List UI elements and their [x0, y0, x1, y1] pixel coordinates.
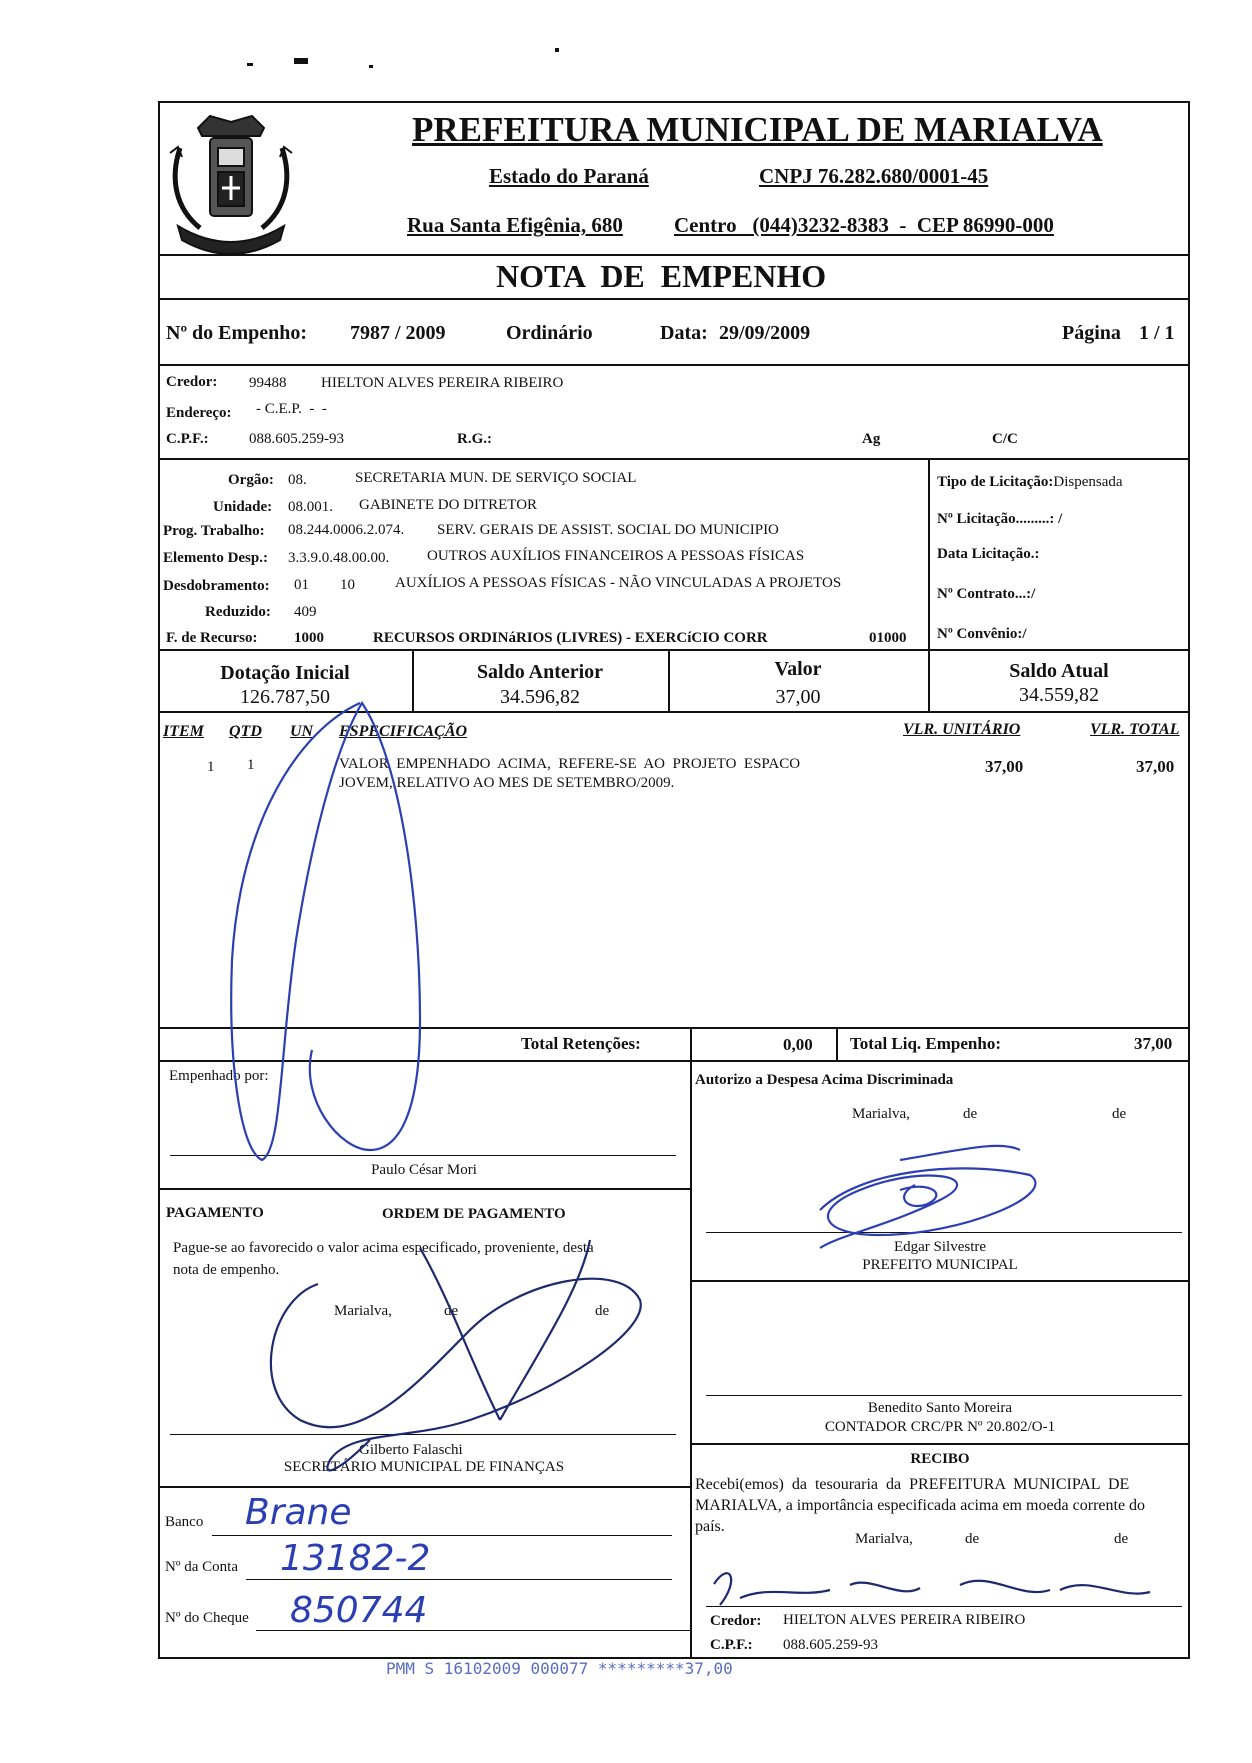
signature-line [706, 1395, 1182, 1396]
document-title: NOTA DE EMPENHO [496, 258, 827, 294]
desdobramento-label: Desdobramento: [163, 578, 270, 594]
divider [690, 1027, 692, 1657]
scan-speck [555, 48, 559, 52]
endereco-value: - C.E.P. - - [256, 401, 327, 417]
valor-value: 37,00 [775, 686, 821, 708]
signature-line [170, 1155, 676, 1156]
col-valor-unitario: VLR. UNITÁRIO [903, 721, 1021, 738]
empenho-type: Ordinário [506, 322, 593, 344]
reduzido-value: 409 [294, 604, 317, 620]
total-liquido-label: Total Liq. Empenho: [850, 1034, 1001, 1053]
secretario-role: SECRETÁRIO MUNICIPAL DE FINANÇAS [283, 1459, 565, 1475]
saldo-atual-label: Saldo Atual [1009, 660, 1109, 682]
row-description-line2: JOVEM, RELATIVO AO MES DE SETEMBRO/2009. [339, 775, 675, 791]
credor-label: Credor: [166, 374, 218, 390]
prog-code: 08.244.0006.2.074. [288, 522, 405, 538]
divider [158, 711, 1190, 713]
saldo-anterior-value: 34.596,82 [500, 686, 580, 708]
recibo-de1: de [965, 1531, 980, 1547]
conta-line [246, 1579, 672, 1580]
prefeito-role: PREFEITO MUNICIPAL [862, 1257, 1018, 1273]
pagamento-de1: de [444, 1303, 459, 1319]
scan-speck [369, 65, 373, 68]
row-description-line1: VALOR EMPENHADO ACIMA, REFERE-SE AO PROJETO ESPACO [339, 756, 801, 772]
bank-stamp: PMM S 16102009 000077 *********37,00 [386, 1659, 733, 1678]
pagamento-de2: de [595, 1303, 610, 1319]
fonte-recurso-code: 1000 [294, 630, 324, 646]
banco-value: Brane [245, 1492, 352, 1533]
state-label: Estado do Paraná [489, 164, 649, 188]
fonte-recurso-number: 01000 [869, 630, 907, 646]
autorizo-label: Autorizo a Despesa Acima Discriminada [695, 1072, 954, 1088]
divider [158, 649, 1190, 651]
fonte-recurso-label: F. de Recurso: [166, 630, 258, 646]
orgao-code: 08. [288, 472, 307, 488]
unidade-label: Unidade: [213, 499, 273, 515]
tipo-licitacao-value: Dispensada [1053, 474, 1123, 490]
secretario-name: Gilberto Falaschi [359, 1442, 463, 1458]
recibo-label: RECIBO [910, 1451, 970, 1467]
ag-label: Ag [862, 431, 881, 447]
empenhado-name: Paulo César Mori [371, 1162, 477, 1178]
col-valor-total: VLR. TOTAL [1090, 721, 1180, 738]
credor-name: HIELTON ALVES PEREIRA RIBEIRO [321, 375, 564, 391]
recibo-cpf-value: 088.605.259-93 [783, 1637, 878, 1653]
col-qtd: QTD [229, 723, 262, 740]
page-label: Página [1062, 322, 1121, 344]
divider [158, 298, 1190, 300]
divider [928, 458, 930, 649]
credor-code: 99488 [249, 375, 287, 391]
banco-label: Banco [165, 1514, 204, 1530]
elemento-label: Elemento Desp.: [163, 550, 268, 566]
row-valor-total: 37,00 [1136, 757, 1175, 776]
prefeito-name: Edgar Silvestre [893, 1239, 987, 1255]
empenho-number: 7987 / 2009 [350, 322, 446, 344]
total-retencoes-value: 0,00 [783, 1035, 813, 1054]
recibo-cpf-label: C.P.F.: [710, 1637, 753, 1653]
total-liquido-value: 37,00 [1134, 1034, 1173, 1053]
numero-contrato: Nº Contrato...:/ [937, 586, 1036, 602]
banco-line [212, 1535, 672, 1536]
pagamento-label: PAGAMENTO [166, 1205, 264, 1221]
page-value: 1 / 1 [1139, 322, 1175, 344]
divider [158, 1027, 1190, 1029]
prog-label: Prog. Trabalho: [163, 523, 265, 539]
autorizo-de1: de [963, 1106, 978, 1122]
divider [158, 1486, 690, 1488]
elemento-code: 3.3.9.0.48.00.00. [288, 550, 390, 566]
desdobramento-name: AUXÍLIOS A PESSOAS FÍSICAS - NÃO VINCULADAS A PROJETOS [395, 575, 842, 591]
rg-label: R.G.: [457, 431, 492, 447]
divider [158, 458, 1190, 460]
recibo-text-line3: país. [695, 1518, 725, 1535]
divider [836, 1027, 838, 1060]
signature-line [706, 1606, 1182, 1607]
row-valor-unitario: 37,00 [985, 757, 1024, 776]
orgao-label: Orgão: [228, 472, 274, 488]
numero-licitacao: Nº Licitação.........: / [937, 511, 1063, 527]
row-item: 1 [207, 759, 215, 775]
fonte-recurso-name: RECURSOS ORDINáRIOS (LIVRES) - EXERCíCIO CORR [373, 630, 768, 646]
conta-label: Nº da Conta [165, 1559, 238, 1575]
divider [158, 254, 1190, 256]
endereco-label: Endereço: [166, 405, 232, 421]
unidade-name: GABINETE DO DITRETOR [359, 497, 538, 513]
autorizo-de2: de [1112, 1106, 1127, 1122]
pagamento-text-line2: nota de empenho. [173, 1262, 280, 1278]
recibo-city: Marialva, [855, 1531, 913, 1547]
tipo-licitacao-label: Tipo de Licitação: [937, 474, 1054, 490]
col-un: UN [290, 723, 314, 740]
conta-value: 13182-2 [280, 1538, 431, 1579]
address-label: Rua Santa Efigênia, 680 [407, 213, 623, 237]
valor-label: Valor [774, 658, 822, 680]
signature-line [170, 1434, 676, 1435]
cpf-value: 088.605.259-93 [249, 431, 344, 447]
divider [690, 1280, 1190, 1282]
empenhado-label: Empenhado por: [169, 1068, 269, 1084]
page-title: PREFEITURA MUNICIPAL DE MARIALVA [412, 110, 1103, 149]
saldo-atual-value: 34.559,82 [1019, 684, 1099, 706]
desdobramento-code2: 10 [340, 577, 355, 593]
pagamento-text-line1: Pague-se ao favorecido o valor acima especificado, proveniente, desta [173, 1240, 594, 1256]
date-label: Data: [660, 322, 708, 344]
col-item: ITEM [163, 723, 204, 740]
cc-label: C/C [992, 431, 1018, 447]
pagamento-city: Marialva, [334, 1303, 392, 1319]
cnpj-label: CNPJ 76.282.680/0001-45 [759, 164, 989, 188]
recibo-text-line2: MARIALVA, a importância especificada acima em moeda corrente do [695, 1497, 1146, 1514]
data-licitacao: Data Licitação.: [937, 546, 1040, 562]
autorizo-city: Marialva, [852, 1106, 910, 1122]
tipo-licitacao [937, 474, 1123, 491]
total-retencoes-label: Total Retenções: [521, 1034, 641, 1053]
date-value: 29/09/2009 [719, 322, 811, 344]
scan-speck [294, 58, 308, 64]
recibo-de2: de [1114, 1531, 1129, 1547]
signature-line [706, 1232, 1182, 1233]
scan-speck [247, 63, 253, 66]
row-qtd: 1 [247, 757, 255, 773]
elemento-name: OUTROS AUXÍLIOS FINANCEIROS A PESSOAS FÍSICAS [427, 548, 805, 564]
dotacao-inicial-value: 126.787,50 [240, 686, 330, 708]
cpf-label: C.P.F.: [166, 431, 209, 447]
contador-name: Benedito Santo Moreira [867, 1400, 1013, 1416]
reduzido-label: Reduzido: [205, 604, 271, 620]
cheque-label: Nº do Cheque [165, 1610, 249, 1626]
recibo-credor-label: Credor: [710, 1613, 762, 1629]
cheque-value: 850744 [290, 1590, 428, 1631]
dotacao-inicial-label: Dotação Inicial [220, 662, 350, 684]
divider [158, 1060, 1190, 1062]
col-especificacao: ESPECIFICAÇÃO [339, 723, 468, 740]
empenho-label: Nº do Empenho: [166, 322, 308, 344]
ordem-pagamento-label: ORDEM DE PAGAMENTO [382, 1206, 566, 1222]
saldo-anterior-label: Saldo Anterior [476, 661, 604, 683]
unidade-code: 08.001. [288, 499, 333, 515]
contador-role: CONTADOR CRC/PR Nº 20.802/O-1 [824, 1419, 1056, 1435]
recibo-text-line1: Recebi(emos) da tesouraria da PREFEITURA MUNICIPAL DE [695, 1476, 1130, 1493]
contact-label: Centro (044)3232-8383 - CEP 86990-000 [674, 213, 1054, 237]
prog-name: SERV. GERAIS DE ASSIST. SOCIAL DO MUNICIPIO [437, 522, 779, 538]
divider [690, 1443, 1190, 1445]
desdobramento-code1: 01 [294, 577, 309, 593]
divider [158, 1188, 690, 1190]
numero-convenio: Nº Convênio:/ [937, 626, 1027, 642]
recibo-credor-value: HIELTON ALVES PEREIRA RIBEIRO [783, 1612, 1026, 1628]
orgao-name: SECRETARIA MUN. DE SERVIÇO SOCIAL [355, 470, 637, 486]
divider [158, 364, 1190, 366]
municipal-coat-of-arms-icon [160, 108, 302, 258]
